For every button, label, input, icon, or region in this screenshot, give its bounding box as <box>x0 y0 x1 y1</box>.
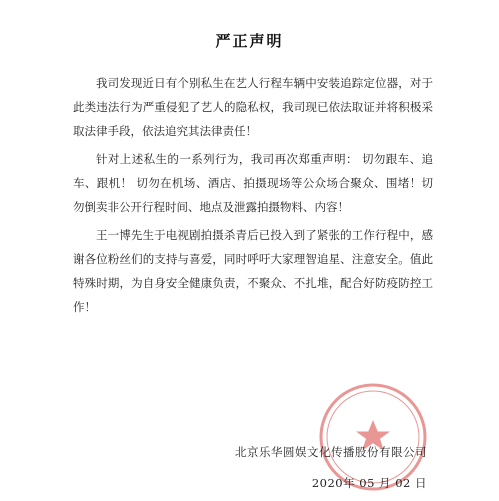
paragraph-2: 针对上述私生的一系列行为，我司再次郑重声明： 切勿跟车、追车、跟机！ 切勿在机场、酒店、拍摄现场等公众场合聚众、围堵！切勿倒卖非公开行程时间、地点及泄露拍摄物料、内容！ <box>73 152 433 214</box>
paragraph-1: 我司发现近日有个别私生在艺人行程车辆中安装追踪定位器，对于此类违法行为严重侵犯了艺人的隐私权，我司现已依法取证并将积极采取法律手段，依法追究其法律责任！ <box>73 76 433 138</box>
signature-company: 北京乐华圆娱文化传播股份有限公司 <box>235 445 427 459</box>
signature-date: 2020年 05 月 02 日 <box>311 476 427 490</box>
document-title: 严正声明 <box>215 32 284 50</box>
document-body <box>73 71 433 323</box>
paragraph-3: 王一博先生于电视剧拍摄杀青后已投入到了紧张的工作行程中，感谢各位粉丝们的支持与喜爱，同时呼吁大家理智追星、注意安全。值此特殊时期，为自身安全健康负责，不聚众、不扎堆，配合好防疫防控工作！ <box>73 228 433 314</box>
